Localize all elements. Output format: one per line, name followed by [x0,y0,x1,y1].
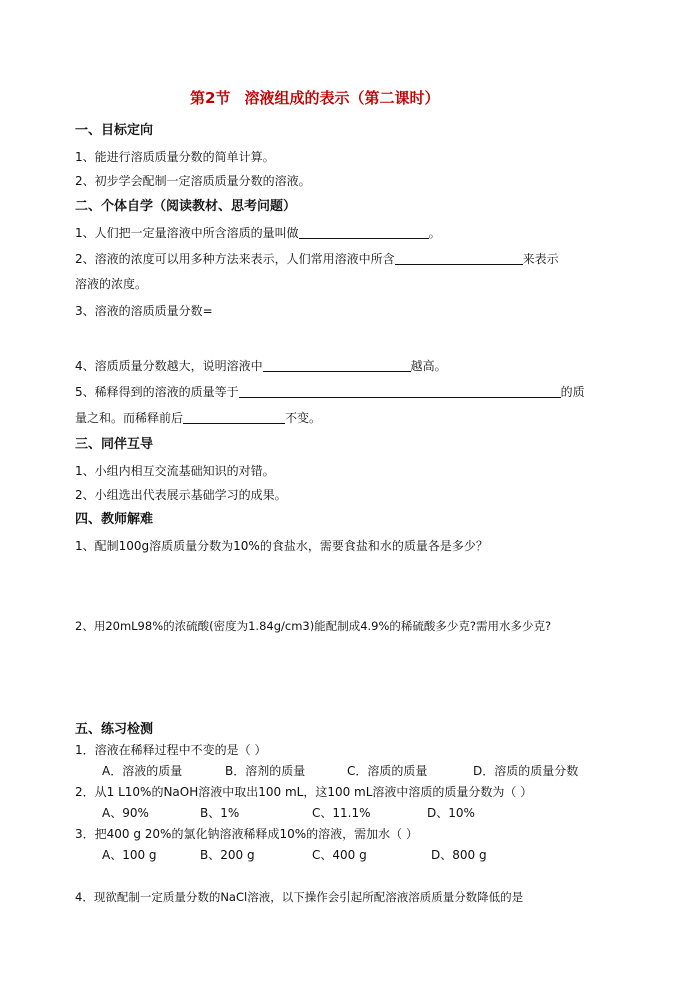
question-1-end: 。 [428,226,441,240]
practice-question-1-options [102,763,578,779]
title-topic: 溶液组成的表示（第二课时） [244,89,440,107]
question-5-end: 不变。 [285,411,322,425]
section-heading-practice: 五、练习检测 [75,722,154,737]
question-2-text-after: 来表示 [522,252,559,266]
fill-blank [239,385,561,398]
question-1-text: 1、人们把一定量溶液中所含溶质的量叫做 [75,226,299,240]
option-c: C、11.1% [312,806,371,820]
question-5-text: 5、稀释得到的溶液的质量等于 [75,385,239,399]
practice-question-3-options [102,847,487,863]
selfstudy-question-1 [75,225,441,241]
section-heading-selfstudy: 二、个体自学（阅读教材、思考问题） [75,199,297,214]
practice-question-1: 1．溶液在稀释过程中不变的是（ ） [75,743,267,757]
selfstudy-question-5 [75,384,585,400]
section-heading-peer: 三、同伴互导 [75,437,154,452]
fill-blank [183,411,285,424]
practice-question-2: 2．从1 L10%的NaOH溶液中取出100 mL，这100 mL溶液中溶质的质量分数为（ ） [75,785,533,799]
option-a: A．溶液的质量 [102,764,183,778]
practice-question-2-options [102,805,475,821]
question-5-text-after: 的质 [560,385,585,399]
selfstudy-question-2 [75,251,559,267]
practice-question-4: 4．现欲配制一定质量分数的NaCl溶液，以下操作会引起所配溶液溶质质量分数降低的是 [75,890,524,904]
question-5-text-2: 量之和。而稀释前后 [75,411,184,425]
selfstudy-question-2-cont: 溶液的浓度。 [75,277,148,291]
fill-blank [395,252,523,265]
page-title [190,88,439,108]
question-2-text: 2、溶液的浓度可以用多种方法来表示，人们常用溶液中所含 [75,252,395,266]
practice-question-3: 3．把400 g 20%的氯化钠溶液稀释成10%的溶液，需加水（ ） [75,827,418,841]
option-d: D．溶质的质量分数 [473,764,579,778]
option-c: C．溶质的质量 [347,764,428,778]
option-b: B．溶剂的质量 [225,764,306,778]
peer-item-1: 1、小组内相互交流基础知识的对错。 [75,464,275,478]
question-4-text: 4、溶质质量分数越大，说明溶液中 [75,359,263,373]
option-c: C、400 g [312,848,367,862]
option-a: A、100 g [102,848,157,862]
goal-item-2: 2、初步学会配制一定溶质质量分数的溶液。 [75,174,311,188]
fill-blank [263,359,411,372]
option-d: D、800 g [431,848,487,862]
goal-item-1: 1、能进行溶质质量分数的简单计算。 [75,150,275,164]
selfstudy-question-3: 3、溶液的溶质质量分数= [75,304,213,318]
option-a: A、90% [102,806,149,820]
peer-item-2: 2、小组选出代表展示基础学习的成果。 [75,488,287,502]
title-section-number: 第2节 [190,89,231,107]
teacher-problem-2: 2、用20mL98%的浓硫酸(密度为1.84g/cm3)能配制成4.9%的稀硫酸多少克?需用水多少克? [75,619,552,633]
fill-blank [299,226,429,239]
option-b: B、200 g [200,848,255,862]
question-4-end: 越高。 [410,359,447,373]
teacher-problem-1: 1、配制100g溶质质量分数为10%的食盐水，需要食盐和水的质量各是多少？ [75,539,488,553]
option-b: B、1% [200,806,240,820]
selfstudy-question-4 [75,358,447,374]
section-heading-teacher: 四、教师解难 [75,512,154,527]
option-d: D、10% [427,806,475,820]
selfstudy-question-5-cont [75,410,321,426]
section-heading-goals: 一、目标定向 [75,123,154,138]
